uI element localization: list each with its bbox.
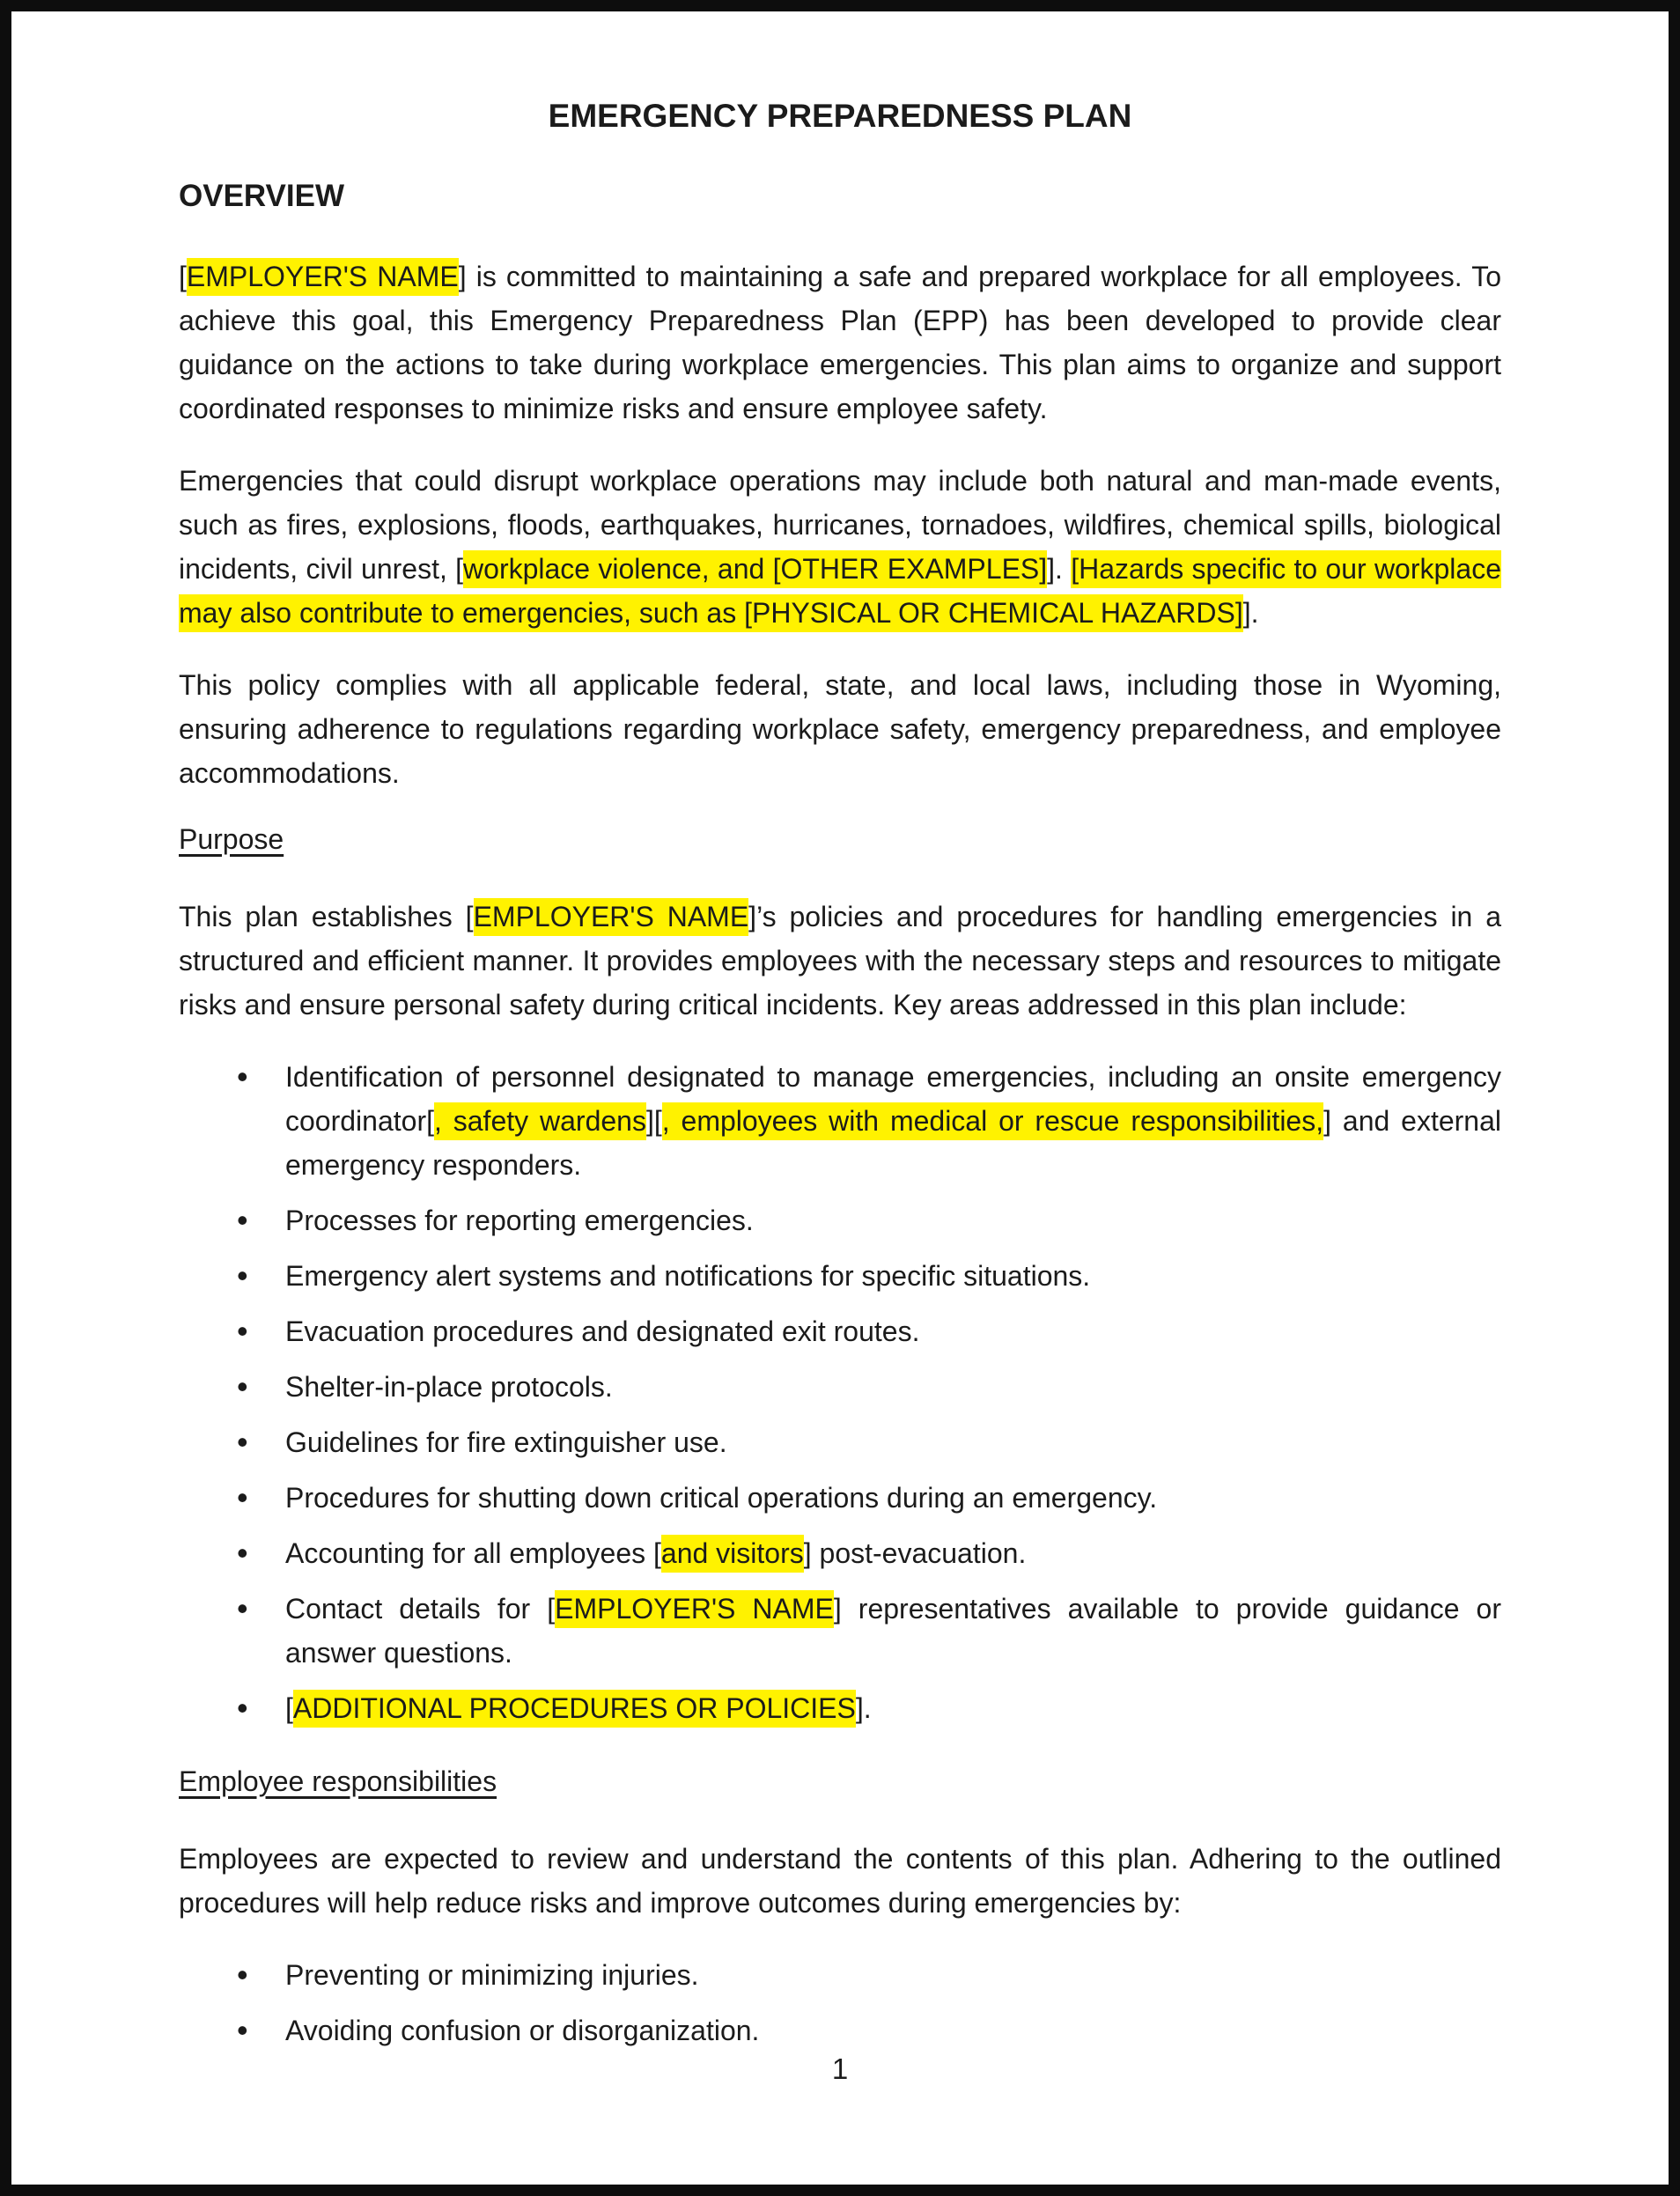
list-item: • Accounting for all employees [and visitors] post-evacuation.	[237, 1531, 1501, 1575]
highlight-placeholder: [Hazards specific to our workplace may also contribute to emergencies, such as [PHYSICAL OR CHEMICAL HAZARDS]	[179, 550, 1501, 632]
highlight-placeholder: workplace violence, and [OTHER EXAMPLES]	[463, 550, 1047, 588]
list-item: • Guidelines for fire extinguisher use.	[237, 1420, 1501, 1464]
highlight-placeholder: , employees with medical or rescue responsibilities,	[662, 1102, 1323, 1140]
list-item: • Avoiding confusion or disorganization.	[237, 2008, 1501, 2052]
overview-paragraph-2: Emergencies that could disrupt workplace operations may include both natural and man-made events, such as fires, explosions, floods, earthquakes, hurricanes, tornadoes, wildfires, chemical spills, biological incidents, civil unrest, [workplace violence, and [OTHER EXAMPLES]]. [Hazards specific to our workplace may also contribute to emergencies, such as [PHYSICAL OR CHEMICAL HAZARDS]].	[179, 459, 1501, 635]
highlight-placeholder: ADDITIONAL PROCEDURES OR POLICIES	[293, 1690, 856, 1728]
page-number: 1	[831, 2052, 849, 2085]
list-item: • Preventing or minimizing injuries.	[237, 1953, 1501, 1997]
list-item: • [ADDITIONAL PROCEDURES OR POLICIES].	[237, 1686, 1501, 1730]
highlight-placeholder: EMPLOYER'S NAME	[555, 1590, 834, 1628]
overview-paragraph-3: This policy complies with all applicable federal, state, and local laws, including those in Wyoming, ensuring adherence to regulations regarding workplace safety, emergency preparedness, and employee accommodations.	[179, 669, 1501, 789]
list-item: • Shelter-in-place protocols.	[237, 1365, 1501, 1409]
list-item: • Contact details for [EMPLOYER'S NAME] representatives available to provide guidance or answer questions.	[237, 1587, 1501, 1675]
list-item: • Identification of personnel designated to manage emergencies, including an onsite emergency coordinator[, safety wardens][, employees with medical or rescue responsibilities,] and external emergency responders.	[237, 1055, 1501, 1187]
list-item: • Procedures for shutting down critical operations during an emergency.	[237, 1476, 1501, 1520]
highlight-placeholder: , safety wardens	[434, 1102, 646, 1140]
document-title: EMERGENCY PREPAREDNESS PLAN	[548, 98, 1132, 134]
highlight-placeholder: EMPLOYER'S NAME	[474, 898, 749, 936]
key-areas-list	[179, 1055, 1501, 1730]
document-content	[179, 98, 1501, 2088]
employee-responsibilities-intro-paragraph: Employees are expected to review and understand the contents of this plan. Adhering to the outlined procedures will help reduce risks and improve outcomes during emergencies by:	[179, 1843, 1501, 1919]
employee-responsibilities-list	[179, 1953, 1501, 2052]
highlight-placeholder: EMPLOYER'S NAME	[187, 258, 459, 296]
overview-paragraph-1: [EMPLOYER'S NAME] is committed to maintaining a safe and prepared workplace for all employees. To achieve this goal, this Emergency Preparedness Plan (EPP) has been developed to provide clear guidance on the actions to take during workplace emergencies. This plan aims to organize and support coordinated responses to minimize risks and ensure employee safety.	[179, 254, 1501, 431]
highlight-placeholder: and visitors	[661, 1535, 804, 1573]
purpose-intro-paragraph: This plan establishes [EMPLOYER'S NAME]’s policies and procedures for handling emergencies in a structured and efficient manner. It provides employees with the necessary steps and resources to mitigate risks and ensure personal safety during critical incidents. Key areas addressed in this plan include:	[179, 895, 1501, 1027]
purpose-heading: Purpose	[179, 823, 284, 855]
overview-heading: OVERVIEW	[179, 179, 345, 213]
list-item: • Evacuation procedures and designated exit routes.	[237, 1309, 1501, 1353]
list-item: • Processes for reporting emergencies.	[237, 1198, 1501, 1242]
employee-responsibilities-heading: Employee responsibilities	[179, 1765, 497, 1797]
list-item: • Emergency alert systems and notifications for specific situations.	[237, 1254, 1501, 1298]
